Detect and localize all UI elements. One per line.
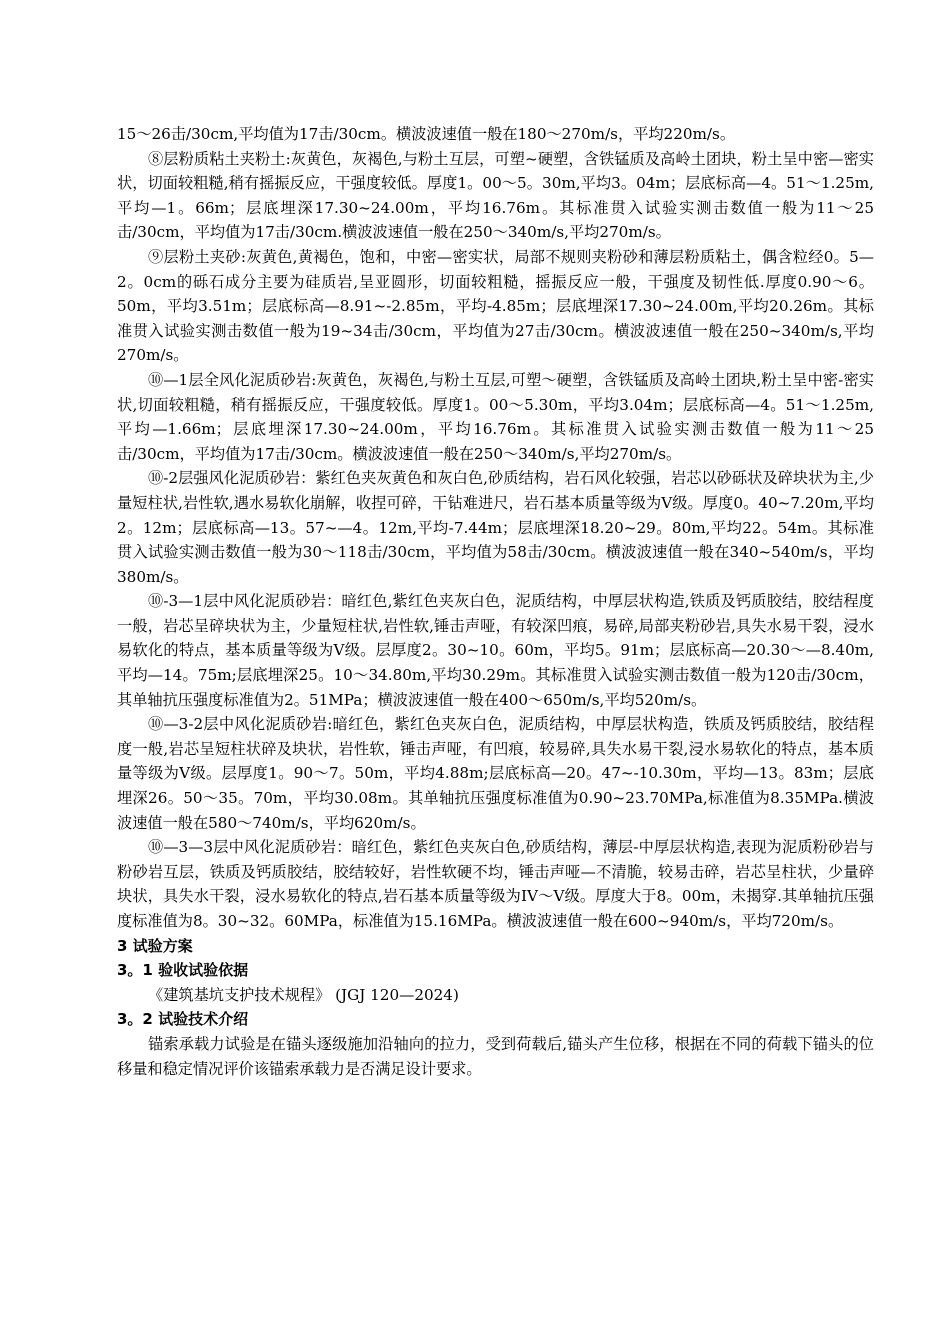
paragraph-layer-10-3-3: ⑩—3—3层中风化泥质砂岩：暗红色，紫红色夹灰白色,砂质结构，薄层-中厚层状构造,表现为泥质粉砂岩与粉砂岩互层，铁质及钙质胶结，胶结较好，岩性软硬不均，锤击声哑—不清脆，较易击碎，岩芯呈柱状，少量碎块状，具失水干裂，浸水易软化的特点,岩石基本质量等级为IV～V级。厚度大于8。00m，未揭穿.其单轴抗压强度标准值为8。30~32。60MPa，标准值为15.16MPa。横波波速值一般在600~940m/s，平均720m/s。 bbox=[117, 838, 874, 930]
document-page bbox=[117, 122, 874, 1081]
paragraph-test-technique: 锚索承载力试验是在锚头逐级施加沿轴向的拉力，受到荷载后,锚头产生位移，根据在不同的荷载下锚头的位移量和稳定情况评价该锚索承载力是否满足设计要求。 bbox=[117, 1034, 874, 1078]
section-heading-3-1: 3。1 验收试验依据 bbox=[117, 961, 249, 980]
section-heading-3-2: 3。2 试验技术介绍 bbox=[117, 1010, 249, 1029]
paragraph-layer-9: ⑨层粉土夹砂:灰黄色,黄褐色，饱和，中密—密实状，局部不规则夹粉砂和薄层粉质粘土，偶含粒经0。5—2。0cm的砾石成分主要为硅质岩,呈亚圆形，切面较粗糙，摇振反应一般，干强度及韧性低.厚度0.90～6。50m，平均3.51m；层底标高—8.91~-2.85m，平均-4.85m；层底埋深17.30~24.00m,平均20.26m。其标准贯入试验实测击数值一般为19~34击/30cm，平均值为27击/30cm。横波波速值一般在250~340m/s,平均270m/s。 bbox=[117, 247, 874, 365]
paragraph-layer-10-2: ⑩-2层强风化泥质砂岩：紫红色夹灰黄色和灰白色,砂质结构，岩石风化较强，岩芯以砂砾状及碎块状为主,少量短柱状,岩性软,遇水易软化崩解，收捏可碎，干钻难进尺，岩石基本质量等级为V级。厚度0。40~7.20m,平均2。12m；层底标高—13。57~—4。12m,平均-7.44m；层底埋深18.20~29。80m,平均22。54m。其标准贯入试验实测击数值一般为30～118击/30cm，平均值为58击/30cm。横波波速值一般在340~540m/s，平均380m/s。 bbox=[117, 469, 874, 586]
paragraph-layer-10-1: ⑩—1层全风化泥质砂岩:灰黄色，灰褐色,与粉土互层,可塑～硬塑，含铁锰质及高岭土团块,粉土呈中密-密实状,切面较粗糙，稍有摇振反应，干强度较低。厚度1。00～5.30m，平均3.04m；层底标高—4。51～1.25m,平均—1.66m；层底埋深17.30~24.00m，平均16.76m。其标准贯入试验实测击数值一般为11～25击/30cm，平均值为17击/30cm。横波波速值一般在250～340m/s,平均270m/s。 bbox=[117, 370, 874, 463]
paragraph-layer-10-3-2: ⑩—3-2层中风化泥质砂岩:暗红色，紫红色夹灰白色，泥质结构，中厚层状构造，铁质及钙质胶结，胶结程度一般,岩芯呈短柱状碎及块状，岩性软，锤击声哑，有凹痕，较易碎,具失水易干裂,浸水易软化的特点，基本质量等级为V级。层厚度1。90～7。50m，平均4.88m;层底标高—20。47~-10.30m，平均—13。83m；层底埋深26。50～35。70m，平均30.08m。其单轴抗压强度标准值为0.90~23.70MPa,标准值为8.35MPa.横波波速值一般在580～740m/s，平均620m/s。 bbox=[117, 715, 874, 832]
paragraph-layer-10-3-1: ⑩-3—1层中风化泥质砂岩：暗红色,紫红色夹灰白色，泥质结构，中厚层状构造,铁质及钙质胶结，胶结程度一般，岩芯呈碎块状为主，少量短柱状,岩性软,锤击声哑，有较深凹痕，易碎,局部夹粉砂岩,具失水易干裂，浸水易软化的特点，基本质量等级为V级。层厚度2。30~10。60m，平均5。91m；层底标高—20.30～—8.40m,平均—14。75m;层底埋深25。10～34.80m,平均30.29m。其标准贯入试验实测击数值一般为120击/30cm，其单轴抗压强度标准值为2。51MPa；横波波速值一般在400～650m/s,平均520m/s。 bbox=[117, 592, 874, 709]
paragraph-wave-velocity-tail: 15～26击/30cm,平均值为17击/30cm。横波波速值一般在180～270m/s，平均220m/s。 bbox=[117, 125, 736, 143]
section-heading-3: 3 试验方案 bbox=[117, 936, 193, 955]
standard-citation: 《建筑基坑支护技术规程》 (JGJ 120—2024) bbox=[148, 985, 459, 1004]
paragraph-layer-8: ⑧层粉质粘土夹粉土:灰黄色，灰褐色,与粉土互层，可塑~硬塑，含铁锰质及高岭土团块，粉土呈中密—密实状，切面较粗糙,稍有摇振反应，干强度较低。厚度1。00～5。30m,平均3。04m；层底标高—4。51～1.25m,平均—1。66m；层底埋深17.30~24.00m，平均16.76m。其标准贯入试验实测击数值一般为11～25击/30cm，平均值为17击/30cm.横波波速值一般在250～340m/s,平均270m/s。 bbox=[117, 149, 874, 242]
